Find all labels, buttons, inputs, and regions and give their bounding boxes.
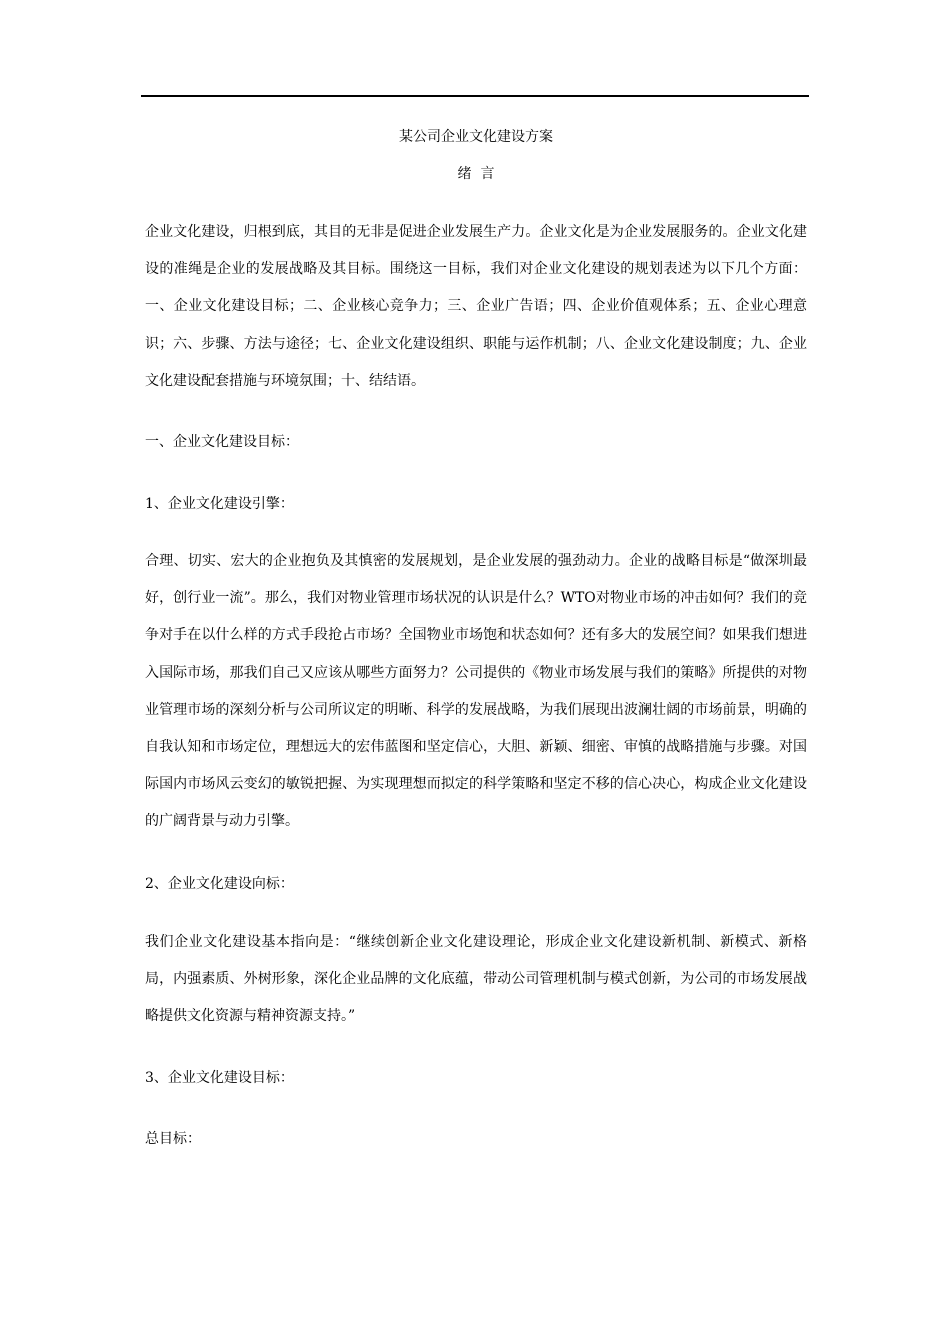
- intro-paragraph: 企业文化建设，归根到底，其目的无非是促进企业发展生产力。企业文化是为企业发展服务的。企业文化建设的准绳是企业的发展战略及其目标。围绕这一目标，我们对企业文化建设的规划表述为以下几个方面：一、企业文化建设目标；二、企业核心竞争力；三、企业广告语；四、企业价值观体系；五、企业心理意识；六、步骤、方法与途径；七、企业文化建设组织、职能与运作机制；八、企业文化建设制度；九、企业文化建设配套措施与环境氛围；十、结结语。: [145, 224, 807, 389]
- subsection-1-paragraph: 合理、切实、宏大的企业抱负及其慎密的发展规划，是企业发展的强劲动力。企业的战略目标是“做深圳最好，创行业一流”。那么，我们对物业管理市场状况的认识是什么？WTO对物业市场的冲击如何？我们的竞争对手在以什么样的方式手段抢占市场？全国物业市场饱和状态如何？还有多大的发展空间？如果我们想进入国际市场，那我们自己又应该从哪些方面努力？公司提供的《物业市场发展与我们的策略》所提供的对物业管理市场的深刻分析与公司所议定的明晰、科学的发展战略，为我们展现出波澜壮阔的市场前景，明确的自我认知和市场定位，理想远大的宏伟蓝图和坚定信心，大胆、新颖、细密、审慎的战略措施与步骤。对国际国内市场风云变幻的敏锐把握、为实现理想而拟定的科学策略和坚定不移的信心决心，构成企业文化建设的广阔背景与动力引擎。: [145, 553, 807, 830]
- section-1-heading: 一、企业文化建设目标：: [145, 434, 299, 450]
- subsection-2-heading: 2、企业文化建设向标：: [145, 876, 294, 892]
- subsection-1-heading: 1、企业文化建设引擎：: [145, 496, 294, 512]
- header-rule: [141, 95, 809, 97]
- preface-heading: 绪 言: [457, 166, 495, 182]
- overall-goal-label: 总目标：: [145, 1131, 201, 1147]
- subsection-3-heading: 3、企业文化建设目标：: [145, 1070, 294, 1086]
- document-title: 某公司企业文化建设方案: [399, 129, 553, 145]
- subsection-2-paragraph: 我们企业文化建设基本指向是：“继续创新企业文化建设理论，形成企业文化建设新机制、新模式、新格局，内强素质、外树形象，深化企业品牌的文化底蕴，带动公司管理机制与模式创新，为公司的市场发展战略提供文化资源与精神资源支持。”: [145, 934, 807, 1025]
